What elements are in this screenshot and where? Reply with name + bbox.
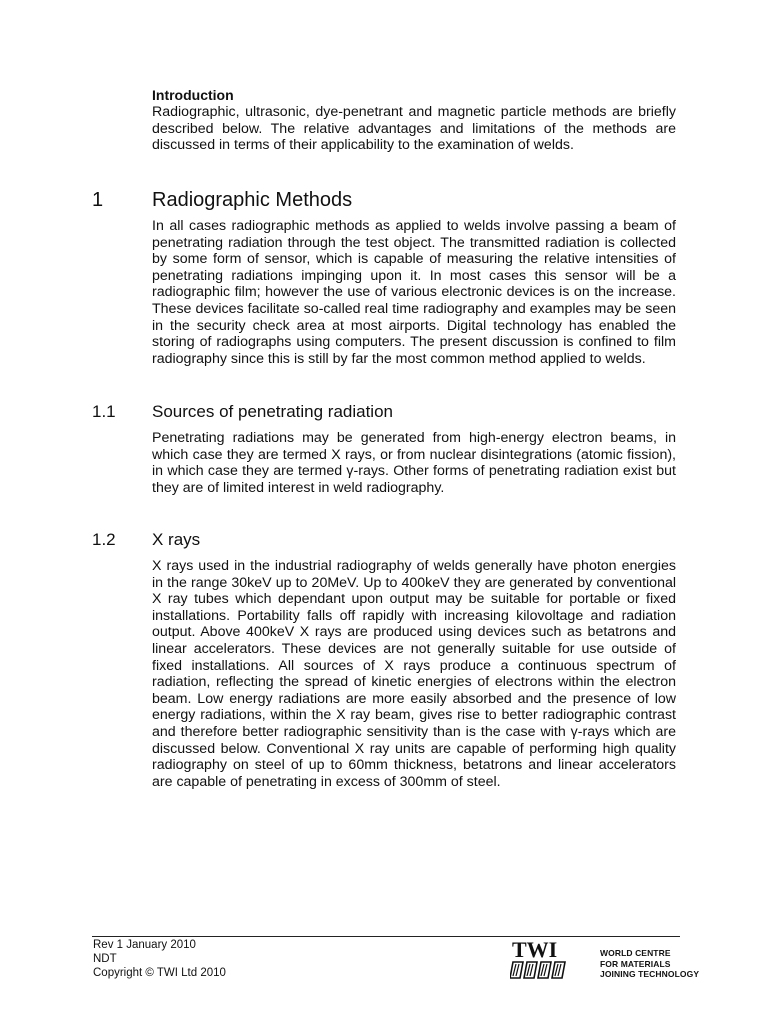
section-1-paragraph: In all cases radiographic methods as applied to welds involve passing a beam of penetrating radiation through the test object. The transmitted radiation is collected by some form of sensor, which is capable of measuring the relative intensities of penetrating radiations impinging upon it. In most cases this sensor will be a radiographic film; however the use of various electronic devices is on the increase. These devices facilitate so-called real time radiography and examples may be seen in the security check area at most airports. Digital technology has enabled the storing of radiographs using computers. The present discussion is confined to film radiography since this is still by far the most common method applied to welds.	[152, 218, 676, 367]
footer-copyright: Copyright © TWI Ltd 2010	[93, 967, 226, 979]
section-1-1-title: Sources of penetrating radiation	[152, 402, 393, 421]
footer-info	[93, 938, 226, 980]
twi-logo	[510, 938, 700, 980]
footer-revision: Rev 1 January 2010	[93, 939, 196, 951]
logo-tagline-line-2: FOR MATERIALS	[600, 958, 671, 969]
twi-logo-mark	[510, 938, 592, 980]
footer-divider	[92, 936, 680, 937]
twi-logo-wordmark: TWI	[512, 938, 558, 962]
section-1-1-number: 1.1	[92, 402, 116, 421]
section-1-2-paragraph: X rays used in the industrial radiography of welds generally have photon energies in the range 30keV up to 20MeV. Up to 400keV they are generated by conventional X ray tubes which dependant upon output may be suitable for portable or fixed installations. Portability falls off rapidly with increasing kilovoltage and radiation output. Above 400keV X rays are produced using devices such as betatrons and linear accelerators. These devices are not generally suitable for use outside of fixed installations. All sources of X rays produce a continuous spectrum of radiation, reflecting the spread of kinetic energies of electrons within the electron beam. Low energy radiations are more easily absorbed and the presence of low energy radiations, within the X ray beam, gives rise to better radiographic contrast and therefore better radiographic sensitivity than is the case with γ-rays which are discussed below. Conventional X ray units are capable of performing high quality radiography on steel of up to 60mm thickness, betatrons and linear accelerators are capable of penetrating in excess of 300mm of steel.	[152, 558, 676, 790]
section-1-1-paragraph: Penetrating radiations may be generated from high-energy electron beams, in which case they are termed X rays, or from nuclear disintegrations (atomic fission), in which case they are termed γ-rays. Other forms of penetrating radiation exist but they are of limited interest in weld radiography.	[152, 430, 676, 496]
logo-tagline-line-1: WORLD CENTRE	[600, 948, 671, 958]
section-1-2-title: X rays	[152, 530, 201, 549]
section-1-number: 1	[92, 189, 104, 211]
logo-tagline-line-3: JOINING TECHNOLOGY	[600, 969, 700, 979]
twi-logo-tagline	[600, 948, 699, 980]
section-1-title: Radiographic Methods	[152, 189, 353, 211]
intro-paragraph: Radiographic, ultrasonic, dye-penetrant and magnetic particle methods are briefly described below. The relative advantages and limitations of the methods are discussed in terms of their applicability to the examination of welds.	[152, 104, 676, 154]
section-1-2-number: 1.2	[92, 530, 116, 549]
intro-heading: Introduction	[152, 87, 234, 103]
footer-subject: NDT	[93, 953, 117, 965]
